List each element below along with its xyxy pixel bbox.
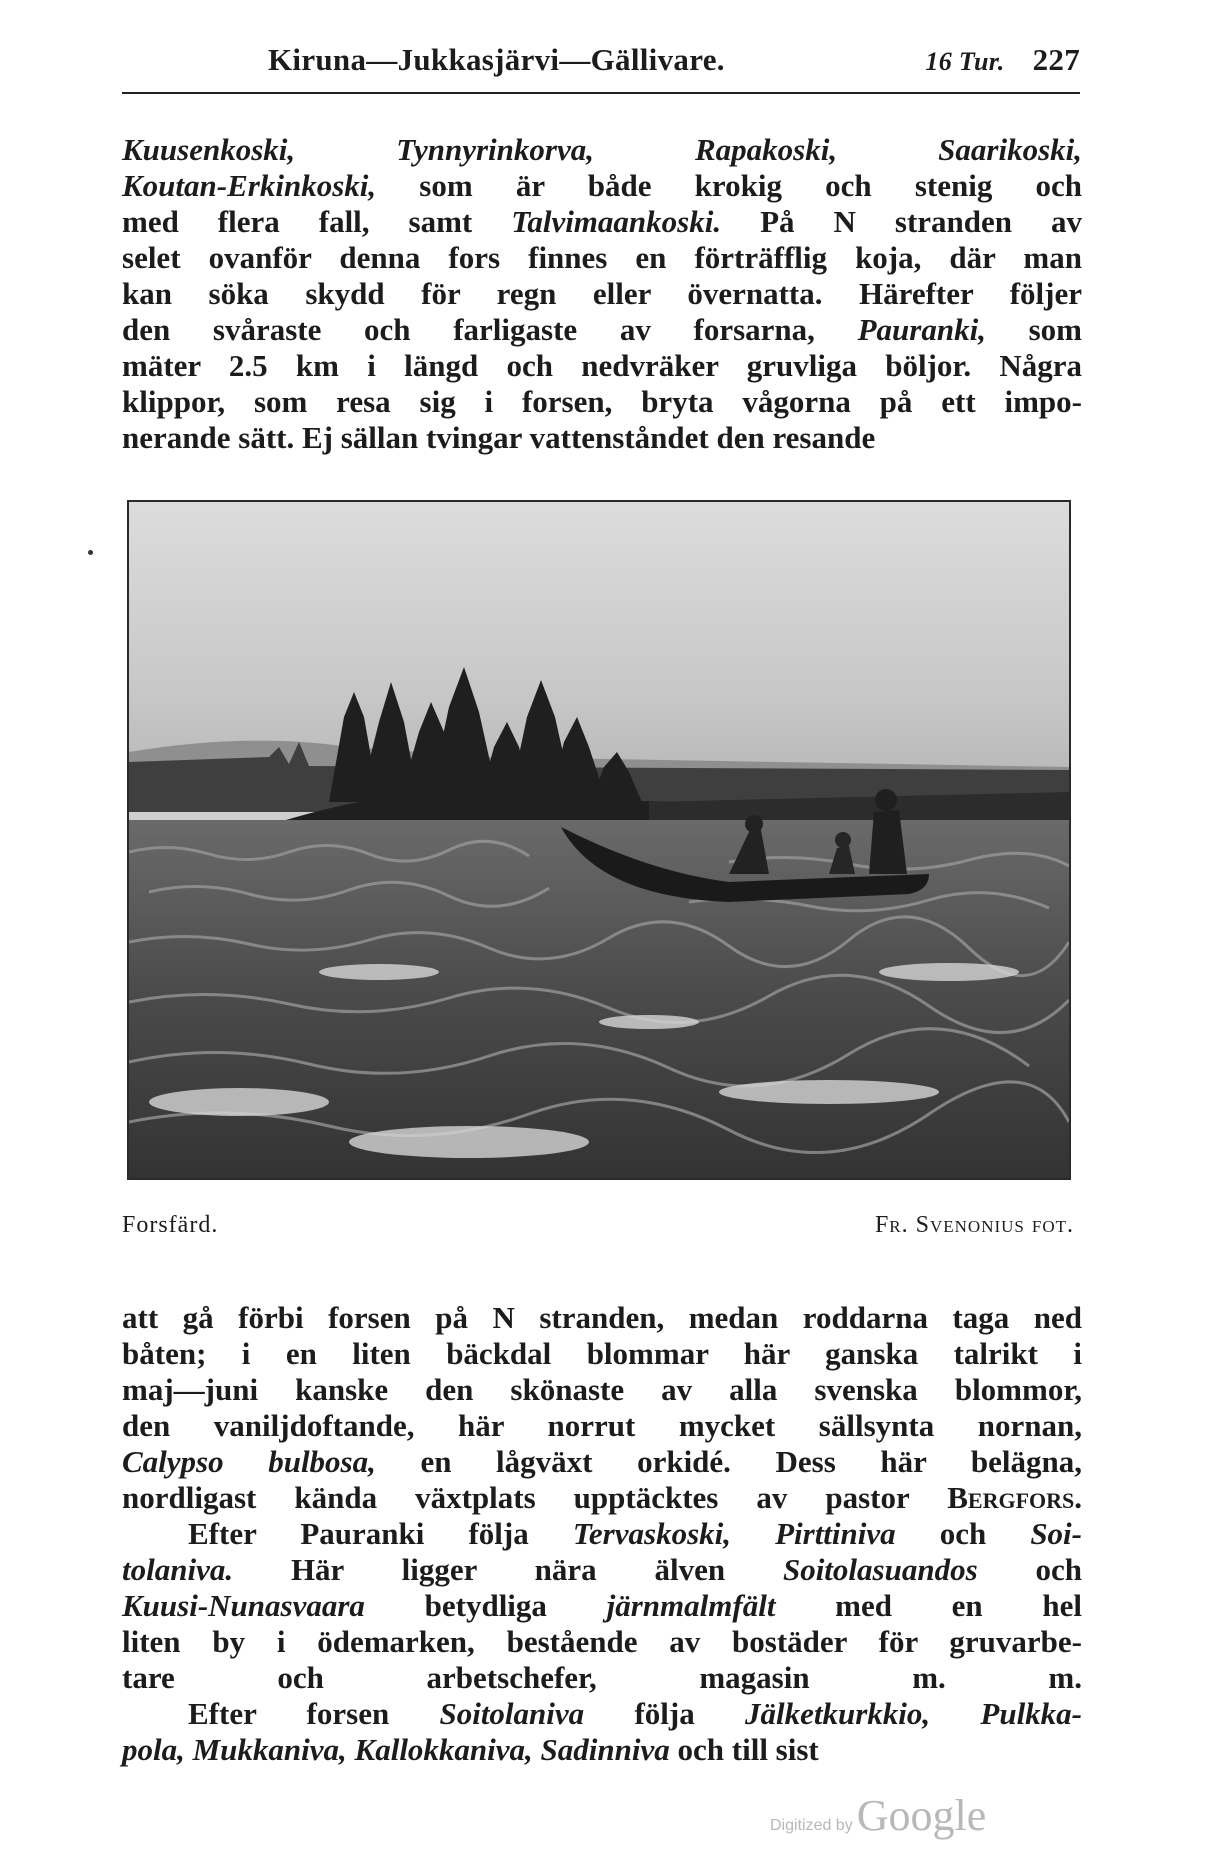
text-segment: och: [977, 1552, 1083, 1587]
text-segment: Jälketkurkkio, Pulkka-: [744, 1696, 1082, 1731]
text-line: [122, 312, 1082, 348]
text-segment: och: [895, 1516, 1031, 1551]
photo-credit: Fr. Svenonius fot.: [874, 1212, 1074, 1238]
text-segment: som är både krokig och stenig och: [376, 168, 1082, 203]
text-segment: På N stranden av: [721, 204, 1082, 239]
running-header: [268, 42, 1080, 78]
text-line: [122, 1408, 1082, 1444]
text-segment: Talvimaankoski.: [511, 204, 722, 239]
text-segment: nordligast kända växtplats upptäcktes av pastor: [122, 1480, 948, 1515]
text-segment: Här ligger nära älven: [233, 1552, 783, 1587]
text-segment: liten by i ödemarken, bestående av bostäder för gruvarbe-: [122, 1624, 1082, 1659]
digitized-watermark: [770, 1790, 986, 1841]
header-title: Kiruna—Jukkasjärvi—Gällivare.: [268, 42, 725, 77]
header-rule: [122, 92, 1080, 94]
text-segment: med en hel: [775, 1588, 1082, 1623]
text-line: [122, 240, 1082, 276]
text-segment: Soi-: [1030, 1516, 1082, 1551]
text-line: [122, 384, 1082, 420]
text-segment: mäter 2.5 km i längd och nedvräker gruvliga böljor. Några: [122, 348, 1082, 383]
text-line: [122, 420, 1082, 456]
text-segment: och till sist: [669, 1732, 819, 1767]
text-segment: Efter forsen: [188, 1696, 440, 1731]
text-segment: klippor, som resa sig i forsen, bryta vågorna på ett impo-: [122, 384, 1082, 419]
google-logo: Google: [856, 1791, 987, 1840]
text-segment: Efter Pauranki följa: [188, 1516, 573, 1551]
text-line: [122, 132, 1082, 168]
page-number: 227: [1032, 42, 1080, 77]
top-paragraph: [122, 132, 1082, 456]
text-segment: som: [985, 312, 1083, 347]
watermark-prefix: Digitized by: [770, 1817, 853, 1834]
text-segment: tare och arbetschefer, magasin m. m.: [122, 1660, 1082, 1695]
text-segment: Soitolaniva: [439, 1696, 585, 1731]
text-segment: att gå förbi forsen på N stranden, medan roddarna taga ned: [122, 1300, 1082, 1335]
text-segment: nerande sätt. Ej sällan tvingar vattenståndet den resande: [122, 420, 876, 455]
photo-illustration: [129, 502, 1069, 1178]
text-line: [122, 348, 1082, 384]
text-line: [122, 1480, 1082, 1516]
text-line: [122, 1660, 1082, 1696]
text-line: [122, 1696, 1082, 1732]
text-line: [122, 204, 1082, 240]
text-segment: Bergfors.: [947, 1480, 1082, 1515]
text-segment: Soitolasuandos: [782, 1552, 978, 1587]
text-segment: en lågväxt orkidé. Dess här belägna,: [375, 1444, 1083, 1479]
caption-title: Forsfärd.: [122, 1212, 219, 1238]
bottom-paragraph: [122, 1300, 1082, 1768]
text-segment: kan söka skydd för regn eller övernatta. Härefter följer: [122, 276, 1082, 311]
text-segment: den svåraste och farligaste av forsarna,: [122, 312, 858, 347]
text-line: [122, 1444, 1082, 1480]
text-line: [122, 1732, 1082, 1768]
text-segment: Kuusi-Nunasvaara: [122, 1588, 365, 1623]
text-segment: tolaniva.: [122, 1552, 234, 1587]
text-segment: Kuusenkoski, Tynnyrinkorva, Rapakoski, Saarikoski,: [122, 132, 1082, 167]
text-segment: selet ovanför denna fors finnes en förträfflig koja, där man: [122, 240, 1082, 275]
header-section: 16 Tur.: [925, 47, 1005, 76]
text-segment: följa: [584, 1696, 745, 1731]
text-segment: järnmalmfält: [606, 1588, 776, 1623]
print-speck: [88, 550, 93, 555]
text-line: [122, 1300, 1082, 1336]
text-line: [122, 1552, 1082, 1588]
text-segment: den vaniljdoftande, här norrut mycket sällsynta nornan,: [122, 1408, 1082, 1443]
text-segment: Pauranki,: [857, 312, 986, 347]
text-segment: maj—juni kanske den skönaste av alla svenska blommor,: [122, 1372, 1082, 1407]
text-line: [122, 168, 1082, 204]
figure-caption: [122, 1212, 1074, 1239]
text-line: [122, 1516, 1082, 1552]
text-segment: Tervaskoski, Pirttiniva: [572, 1516, 896, 1551]
text-segment: Calypso bulbosa,: [122, 1444, 376, 1479]
text-segment: pola, Mukkaniva, Kallokkaniva, Sadinniva: [122, 1732, 670, 1767]
river-rapids-photo: [127, 500, 1071, 1180]
text-segment: Koutan-Erkinkoski,: [122, 168, 377, 203]
text-segment: med flera fall, samt: [122, 204, 512, 239]
text-line: [122, 1588, 1082, 1624]
text-segment: betydliga: [364, 1588, 607, 1623]
text-segment: båten; i en liten bäckdal blommar här ganska talrikt i: [122, 1336, 1082, 1371]
text-line: [122, 1336, 1082, 1372]
text-line: [122, 1624, 1082, 1660]
text-line: [122, 1372, 1082, 1408]
text-line: [122, 276, 1082, 312]
